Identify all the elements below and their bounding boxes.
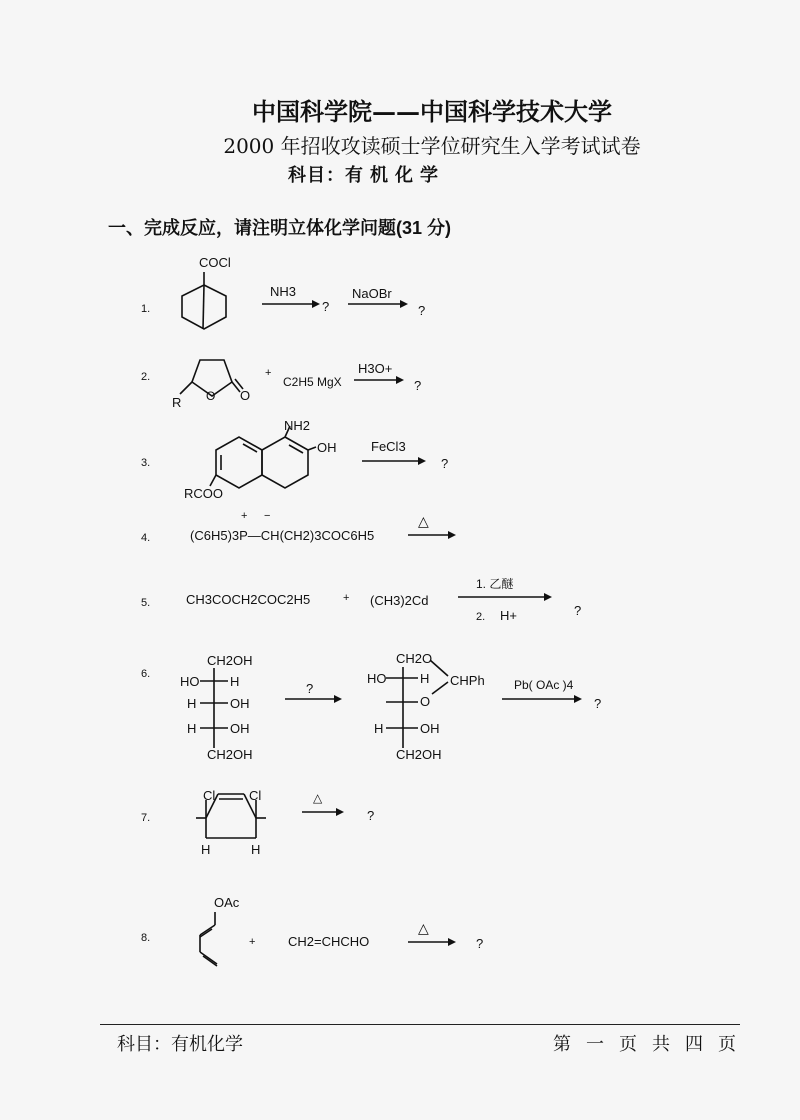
p1-substituent: COCl	[199, 255, 231, 270]
p8-condition: △	[418, 920, 429, 936]
f1-r1-left: HO	[180, 674, 200, 689]
p5-plus: +	[343, 592, 350, 604]
problem-6-number: 6.	[141, 668, 151, 680]
p2-condition: H3O+	[358, 361, 393, 376]
f2-top: CH2O	[396, 651, 433, 666]
p5-step2: H+	[500, 608, 517, 623]
naphthalene-structure	[210, 426, 316, 488]
p4-plus-sign: +	[241, 510, 248, 522]
problem-4-number: 4.	[141, 532, 151, 544]
p1-q2: ?	[418, 303, 426, 318]
f2-o: O	[420, 694, 431, 709]
p5-step1: 1. 乙醚	[476, 577, 514, 591]
p5-reagent: (CH3)2Cd	[370, 593, 429, 608]
problem-3-number: 3.	[141, 457, 151, 469]
arrow-7	[302, 808, 344, 816]
p3-ester: RCOO	[184, 486, 223, 501]
p1-reagent2: NaOBr	[352, 286, 392, 301]
p2-ring-o: O	[206, 389, 216, 403]
p7-q: ?	[367, 808, 375, 823]
arrow-5	[458, 593, 552, 601]
f2-r1-right: H	[420, 671, 430, 686]
f2-bottom: CH2OH	[396, 747, 442, 762]
arrow-4	[408, 531, 456, 539]
p8-reagent: CH2=CHCHO	[288, 934, 370, 949]
p3-q: ?	[441, 456, 449, 471]
diene-structure	[200, 912, 217, 966]
f1-r1-right: H	[230, 674, 240, 689]
f1-top: CH2OH	[207, 653, 253, 668]
exam-subject: 科目：有 机 化 学	[288, 165, 440, 185]
p2-q: ?	[414, 378, 422, 393]
arrow-8	[408, 938, 456, 946]
p2-r-group: R	[172, 395, 182, 410]
f2-r1-left: HO	[367, 671, 387, 686]
problem-2-number: 2.	[141, 371, 151, 383]
footer-rule	[100, 1024, 740, 1025]
norbornane-structure	[182, 272, 226, 329]
arrow-2	[354, 376, 404, 384]
p3-nh2: NH2	[284, 418, 311, 433]
p1-reagent1: NH3	[270, 284, 297, 299]
p8-q: ?	[476, 936, 484, 951]
arrow-6a	[285, 695, 342, 703]
p7-h1: H	[201, 842, 211, 857]
f1-r2-right: OH	[230, 696, 250, 711]
p5-q: ?	[574, 603, 582, 618]
p5-reactant: CH3COCH2COC2H5	[186, 592, 311, 607]
p5-step2-num: 2.	[476, 611, 486, 623]
p2-plus: +	[265, 367, 272, 379]
p4-condition: △	[418, 513, 429, 529]
p3-oh: OH	[317, 440, 337, 455]
arrow-6b	[502, 695, 582, 703]
exam-subtitle: 2000 年招收攻读硕士学位研究生入学考试试卷	[223, 134, 641, 158]
f2-r3-left: H	[374, 721, 384, 736]
f2-r3-right: OH	[420, 721, 440, 736]
problem-5-number: 5.	[141, 597, 151, 609]
p2-reagent: C2H5 MgX	[283, 375, 342, 389]
p1-q1: ?	[322, 299, 330, 314]
p7-h2: H	[251, 842, 261, 857]
p8-plus: +	[249, 936, 256, 948]
problem-8-number: 8.	[141, 932, 151, 944]
p4-minus-sign: −	[264, 510, 271, 522]
p7-cl1: Cl	[203, 788, 216, 803]
f1-r3-right: OH	[230, 721, 250, 736]
p6-reagent: Pb( OAc )4	[514, 678, 574, 692]
section-heading: 一、完成反应，请注明立体化学问题(31 分)	[108, 218, 452, 238]
exam-title: 中国科学院——中国科学技术大学	[252, 97, 612, 126]
p4-ylide: (C6H5)3P—CH(CH2)3COC6H5	[190, 528, 375, 543]
arrow-1b	[348, 300, 408, 308]
fischer-1	[200, 668, 228, 748]
f1-r3-left: H	[187, 721, 197, 736]
problem-1-number: 1.	[141, 303, 151, 315]
f2-chph: CHPh	[450, 673, 485, 688]
p2-carbonyl-o: O	[240, 388, 251, 403]
arrow-1a	[262, 300, 320, 308]
f1-bottom: CH2OH	[207, 747, 253, 762]
p6-q: ?	[594, 696, 602, 711]
p7-condition: △	[313, 791, 323, 805]
p8-oac: OAc	[214, 895, 240, 910]
footer-subject: 科目：有机化学	[117, 1034, 243, 1054]
f1-r2-left: H	[187, 696, 197, 711]
problem-7-number: 7.	[141, 812, 151, 824]
p6-arrow-label: ?	[306, 681, 314, 696]
arrow-3	[362, 457, 426, 465]
p3-reagent: FeCl3	[371, 439, 406, 454]
p7-cl2: Cl	[249, 788, 262, 803]
footer-page-count: 第 一 页 共 四 页	[553, 1034, 742, 1054]
